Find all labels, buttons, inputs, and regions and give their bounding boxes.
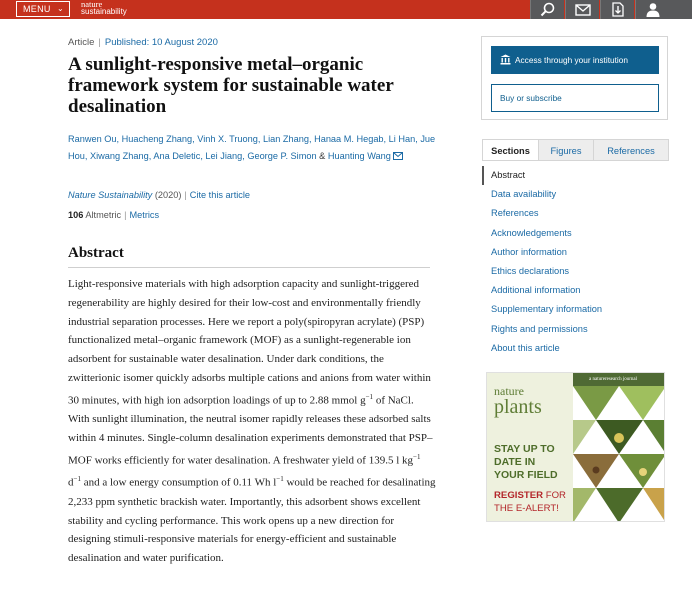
section-link-about-this-article[interactable]: About this article bbox=[491, 342, 560, 353]
ad-cta-for: FOR bbox=[545, 490, 566, 501]
account-button[interactable] bbox=[635, 0, 692, 19]
section-link-abstract[interactable]: Abstract bbox=[482, 166, 669, 185]
section-link-author-information[interactable]: Author information bbox=[491, 246, 567, 257]
ad-headline-line-1: STAY UP TO bbox=[494, 443, 555, 455]
author-link[interactable]: Vinh X. Truong bbox=[197, 134, 258, 144]
section-link-acknowledgements[interactable]: Acknowledgements bbox=[491, 227, 572, 238]
sections-list bbox=[482, 166, 669, 358]
superscript: −1 bbox=[73, 475, 81, 484]
publication-year: (2020) bbox=[154, 190, 182, 200]
ad-top-strip: a natureresearch journal bbox=[573, 373, 665, 386]
cite-this-article-link[interactable]: Cite this article bbox=[189, 190, 251, 200]
metrics-link[interactable]: Metrics bbox=[129, 210, 160, 220]
institution-icon bbox=[500, 54, 511, 65]
published-date: Published: 10 August 2020 bbox=[104, 37, 218, 48]
ad-headline-line-2: DATE IN bbox=[494, 456, 536, 468]
author-link[interactable]: Xiwang Zhang bbox=[89, 151, 149, 161]
abstract-text-1: Light-responsive materials with high adsorption capacity and sunlight-triggered regenerability are highly desired for their low-cost and environmentally friendly industrial separation processes. Here we report a poly(spiropyran acrylate) (PSP) functionalized metal–organic framework (MOF) as a sunlight-regenerable ion adsorbent for sustainable water desalination. Under dark conditions, the zwitterionic isomer quickly adsorbs multiple cations and anions from water within 30 minutes, with high ion adsorption loadings of up to 2.88 mmol g bbox=[68, 278, 431, 407]
section-link-supplementary-information[interactable]: Supplementary information bbox=[491, 304, 603, 315]
ad-cta bbox=[494, 489, 584, 515]
chevron-down-icon: ⌄ bbox=[56, 4, 64, 13]
article-meta bbox=[68, 37, 218, 48]
access-institution-label: Access through your institution bbox=[515, 55, 628, 65]
superscript: −1 bbox=[365, 392, 374, 401]
ad-cta-register: REGISTER bbox=[494, 490, 544, 501]
tab-sections[interactable]: Sections bbox=[482, 139, 539, 161]
author-link[interactable]: Ranwen Ou bbox=[68, 134, 117, 144]
author-link[interactable]: Lei Jiang bbox=[205, 151, 243, 161]
advertisement-banner[interactable] bbox=[486, 372, 665, 522]
heading-divider bbox=[68, 267, 430, 268]
search-icon bbox=[540, 2, 556, 17]
superscript: −1 bbox=[413, 452, 421, 461]
journal-logo[interactable] bbox=[81, 0, 127, 16]
journal-line bbox=[68, 190, 250, 200]
abstract-text-5: would be reached for desalinating 2,233 ppm synthetic brackish water. Importantly, this adsorbent shows excellent stability and cycling performance. This work opens up a new direction for designing stimuli-responsive materials for energy-efficient and sustainable desalination and water purification. bbox=[68, 476, 436, 565]
separator: | bbox=[124, 210, 127, 220]
separator: | bbox=[98, 37, 101, 48]
author-link[interactable]: Jue Hou bbox=[68, 134, 436, 161]
sidebar-tabs bbox=[482, 139, 669, 161]
ad-headline bbox=[494, 443, 578, 482]
logo-line-1: nature bbox=[81, 0, 103, 9]
section-link-additional-information[interactable]: Additional information bbox=[491, 285, 581, 296]
envelope-icon bbox=[575, 2, 591, 17]
menu-label: MENU bbox=[23, 4, 51, 14]
tab-references[interactable]: References bbox=[593, 139, 669, 161]
search-button[interactable] bbox=[530, 0, 564, 19]
abstract-paragraph bbox=[68, 275, 436, 568]
download-icon bbox=[610, 2, 626, 17]
ad-cta-line-2: THE E-ALERT! bbox=[494, 503, 559, 514]
altmetric-score: 106 bbox=[68, 210, 84, 220]
separator: | bbox=[184, 190, 187, 200]
author-link[interactable]: Huacheng Zhang bbox=[121, 134, 193, 144]
logo-line-2: sustainability bbox=[81, 7, 127, 16]
section-link-references[interactable]: References bbox=[491, 208, 539, 219]
ad-headline-line-3: YOUR FIELD bbox=[494, 469, 558, 481]
altmetric-line bbox=[68, 210, 159, 220]
email-button[interactable] bbox=[565, 0, 599, 19]
section-link-rights-and-permissions[interactable]: Rights and permissions bbox=[491, 323, 588, 334]
superscript: −1 bbox=[276, 475, 284, 484]
author-link[interactable]: Ana Deletic bbox=[153, 151, 201, 161]
ad-plant-artwork bbox=[573, 386, 665, 522]
menu-button[interactable] bbox=[16, 1, 70, 17]
author-link[interactable]: Li Han bbox=[388, 134, 416, 144]
abstract-heading: Abstract bbox=[68, 245, 124, 261]
section-link-ethics-declarations[interactable]: Ethics declarations bbox=[491, 265, 570, 276]
user-icon bbox=[645, 2, 661, 17]
author-link[interactable]: Lian Zhang bbox=[262, 134, 309, 144]
tabs-divider bbox=[482, 160, 669, 161]
altmetric-label: Altmetric bbox=[85, 210, 122, 220]
ad-brand-line-2: plants bbox=[494, 396, 542, 418]
author-link[interactable]: George P. Simon bbox=[247, 151, 317, 161]
access-institution-button[interactable] bbox=[491, 46, 659, 74]
buy-or-subscribe-button[interactable] bbox=[491, 84, 659, 112]
author-list: Ranwen Ou, Huacheng Zhang, Vinh X. Truong, Lian Zhang, Hanaa M. Hegab, Li Han, Jue Hou, Xiwang Zhang, Ana Deletic, Lei Jiang, George P. Simon & Huanting Wang bbox=[68, 134, 436, 161]
corresponding-author-link[interactable]: Huanting Wang bbox=[327, 151, 391, 161]
buy-or-subscribe-label: Buy or subscribe bbox=[500, 93, 562, 103]
ad-brand-line-1: nature bbox=[494, 384, 524, 398]
top-bar bbox=[0, 0, 692, 19]
tab-figures[interactable]: Figures bbox=[538, 139, 594, 161]
abstract-text-3: d bbox=[68, 476, 74, 489]
section-link-data-availability[interactable]: Data availability bbox=[491, 189, 557, 200]
abstract-body bbox=[68, 275, 436, 568]
author-link[interactable]: Hanaa M. Hegab bbox=[314, 134, 384, 144]
abstract-text-4: and a low energy consumption of 0.11 Wh l bbox=[80, 476, 277, 489]
article-type: Article bbox=[68, 37, 95, 48]
abstract-text-2: of NaCl. With sunlight illumination, the neutral isomer rapidly releases these adsorbed salts within 4 minutes. Single-column desalination experiments demonstrated that PSP–MOF works efficiently for water desalination. A freshwater yield of 139.5 l kg bbox=[68, 394, 433, 467]
author-ampersand: & bbox=[319, 151, 326, 161]
journal-name-link[interactable]: Nature Sustainability bbox=[68, 190, 153, 200]
download-pdf-button[interactable] bbox=[600, 0, 634, 19]
article-title: A sunlight-responsive metal–organic framework system for sustainable water desalination bbox=[68, 54, 394, 117]
email-author-icon[interactable] bbox=[393, 152, 403, 160]
